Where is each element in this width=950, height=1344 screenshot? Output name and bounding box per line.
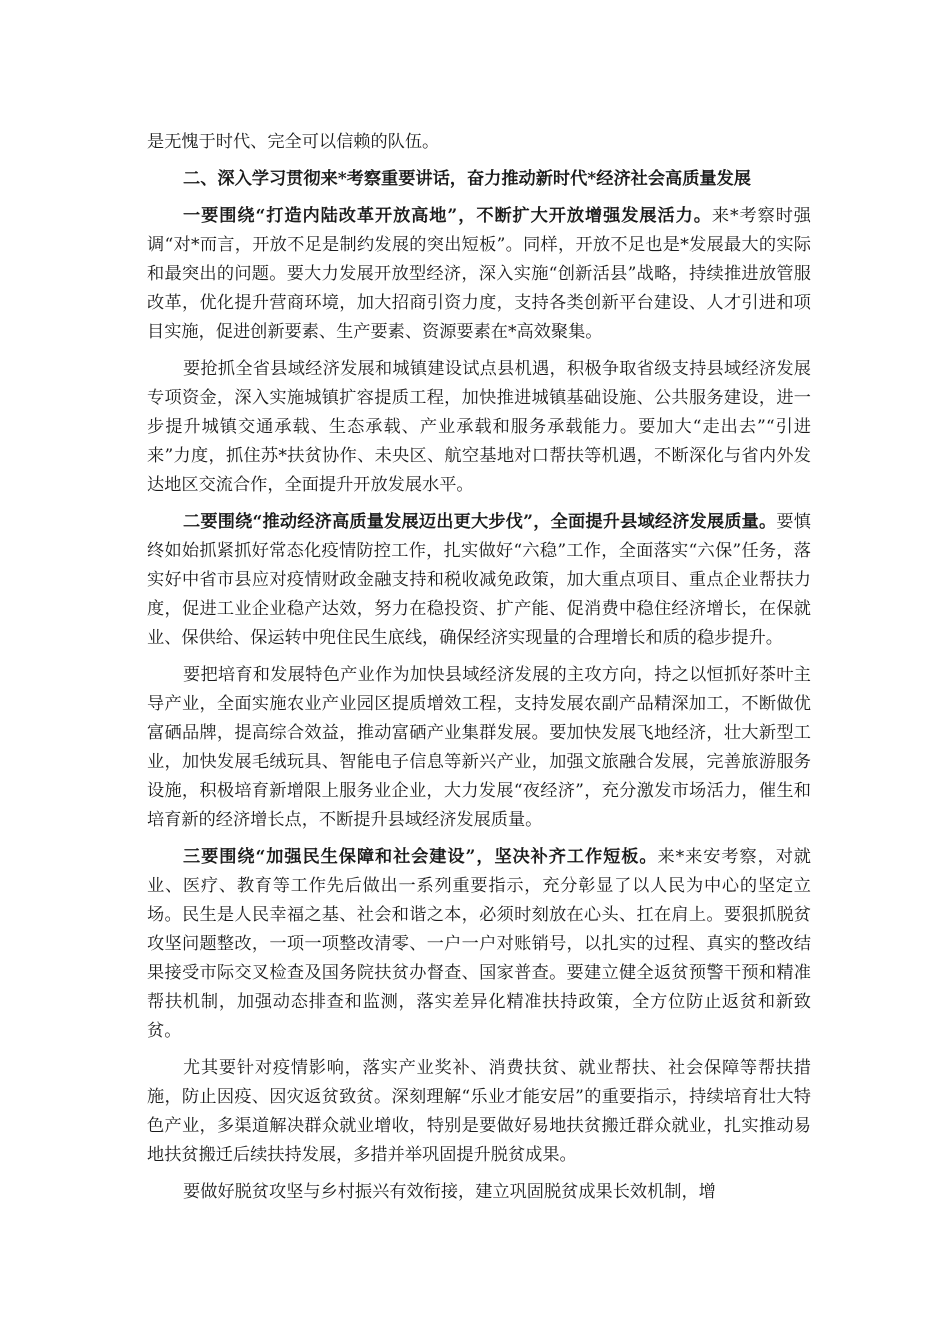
paragraph-rural [147,1178,811,1207]
paragraph-text: 来*考察时强调“对*而言，开放不足是制约发展的突出短板”。同样，开放不足也是*发展最大的实际和最突出的问题。要大力发展开放型经济，深入实施“创新活县”战略，持续推进放管服改革，优化提升营商环境，加大招商引资力度，支持各类创新平台建设、人才引进和项目实施，促进创新要素、生产要素、资源要素在*高效聚集。 [147,206,811,342]
paragraph-text: 尤其要针对疫情影响，落实产业奖补、消费扶贫、就业帮扶、社会保障等帮扶措施，防止因疫、因灾返贫致贫。深刻理解“乐业才能安居”的重要指示，持续培育壮大特色产业，多渠道解决群众就业增收，特别是要做好易地扶贫搬迁群众就业，扎实推动易地扶贫搬迁后续扶持发展，多措并举巩固提升脱贫成果。 [147,1058,811,1165]
paragraph-text: 要做好脱贫攻坚与乡村振兴有效衔接，建立巩固脱贫成果长效机制，增 [183,1182,716,1202]
paragraph-high-quality [147,508,811,653]
paragraph-text: 来*来安考察，对就业、医疗、教育等工作先后做出一系列重要指示，充分彰显了以人民为中心的坚定立场。民生是人民幸福之基、社会和谐之本，必须时刻放在心头、扛在肩上。要狠抓脱贫攻坚问题整改，一项一项整改清零、一户一户对账销号，以扎实的过程、真实的整改结果接受市际交叉检查及国务院扶贫办督查、国家普查。要建立健全返贫预警干预和精准帮扶机制，加强动态排查和监测，落实差异化精准扶持政策，全方位防止返贫和新致贫。 [147,847,811,1041]
paragraph-lead: 三要围绕“加强民生保障和社会建设”，坚决补齐工作短板。 [183,847,658,867]
paragraph-text: 要慎终如始抓紧抓好常态化疫情防控工作，扎实做好“六稳”工作，全面落实“六保”任务，落实好中省市县应对疫情财政金融支持和税收减免政策，加大重点项目、重点企业帮扶力度，促进工业企业稳产达效，努力在稳投资、扩产能、促消费中稳住经济增长，在保就业、保供给、保运转中兜住民生底线，确保经济实现量的合理增长和质的稳步提升。 [147,512,811,648]
paragraph-open-economy [147,202,811,347]
paragraph-text: 要抢抓全省县域经济发展和城镇建设试点县机遇，积极争取省级支持县域经济发展专项资金，深入实施城镇扩容提质工程，加快推进城镇基础设施、公共服务建设，进一步提升城镇交通承载、生态承载、产业承载和服务承载能力。要加大“走出去”“引进来”力度，抓住苏*扶贫协作、未央区、航空基地对口帮扶等机遇，不断深化与省内外发达地区交流合作，全面提升开放发展水平。 [147,359,811,495]
section-heading: 二、深入学习贯彻来*考察重要讲话，奋力推动新时代*经济社会高质量发展 [183,169,751,189]
paragraph-lead: 二要围绕“推动经济高质量发展迈出更大步伐”，全面提升县域经济发展质量。 [183,512,777,532]
paragraph-text: 是无愧于时代、完全可以信赖的队伍。 [147,132,440,152]
paragraph-text: 要把培育和发展特色产业作为加快县域经济发展的主攻方向，持之以恒抓好茶叶主导产业，全面实施农业产业园区提质增效工程，支持发展农副产品精深加工，不断做优富硒品牌，提高综合效益，推动富硒产业集群发展。要加快发展飞地经济，壮大新型工业，加快发展毛绒玩具、智能电子信息等新兴产业，加强文旅融合发展，完善旅游服务设施，积极培育新增限上服务业企业，大力发展“夜经济”，充分激发市场活力，催生和培育新的经济增长点，不断提升县域经济发展质量。 [147,665,811,830]
paragraph-epidemic [147,1054,811,1170]
paragraph-livelihood [147,843,811,1046]
document-page [147,128,811,1207]
paragraph-industry [147,661,811,835]
paragraph-continuation [147,128,811,157]
paragraph-lead: 一要围绕“打造内陆改革开放高地”，不断扩大开放增强发展活力。 [183,206,712,226]
paragraph-county-pilot [147,355,811,500]
